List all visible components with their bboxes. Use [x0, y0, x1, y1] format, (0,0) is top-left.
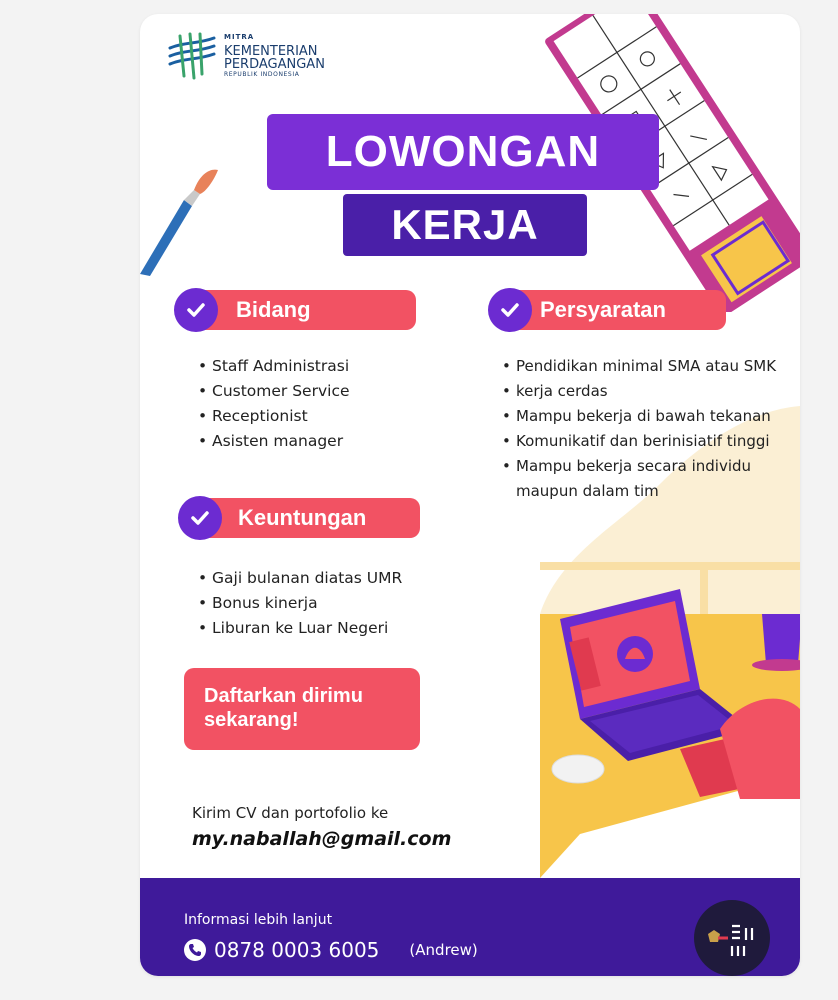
list-item: • Receptionist [198, 404, 350, 429]
persyaratan-heading-label: Persyaratan [540, 297, 666, 322]
bidang-heading [184, 290, 416, 330]
list-item: • Komunikatif dan berinisiatif tinggi [502, 429, 780, 454]
paintbrush-icon [140, 164, 230, 284]
footer-info: Informasi lebih lanjut [184, 912, 333, 928]
job-poster [140, 14, 800, 976]
logo-mitra: MITRA [224, 33, 255, 41]
kemendag-logo-icon [166, 28, 218, 84]
footer [140, 878, 800, 976]
list-item: • Mampu bekerja di bawah tekanan [502, 404, 780, 429]
list-item: • Customer Service [198, 379, 350, 404]
phone-number[interactable]: 0878 0003 6005 [214, 938, 380, 962]
list-item: • Staff Administrasi [198, 354, 350, 379]
register-button[interactable]: Daftarkan dirimu sekarang! [184, 668, 420, 750]
list-item: • Pendidikan minimal SMA atau SMK [502, 354, 780, 379]
phone-icon [184, 939, 206, 961]
persyaratan-list [502, 354, 780, 504]
keuntungan-list [198, 566, 402, 641]
check-icon [488, 288, 532, 332]
list-item: • Bonus kinerja [198, 591, 402, 616]
list-item: • Mampu bekerja secara individu maupun dalam tim [502, 454, 780, 504]
phone-row [184, 938, 478, 962]
check-icon [178, 496, 222, 540]
contact-name: (Andrew) [409, 941, 478, 959]
contact-email[interactable]: my.naballah@gmail.com [192, 828, 452, 850]
logo-line-3: REPUBLIK INDONESIA [224, 71, 300, 78]
list-item: • Liburan ke Luar Negeri [198, 616, 402, 641]
bumn-logo-icon [694, 900, 770, 976]
kemendag-logo [166, 28, 325, 84]
logo-line-2: PERDAGANGAN [224, 57, 325, 72]
bidang-list [198, 354, 350, 454]
logo-line-1: KEMENTERIAN [224, 44, 318, 59]
list-item: • kerja cerdas [502, 379, 780, 404]
keuntungan-heading-label: Keuntungan [238, 505, 367, 530]
list-item: • Asisten manager [198, 429, 350, 454]
title-line-2: KERJA [343, 194, 587, 256]
laptop-illustration-icon [540, 579, 800, 799]
bidang-heading-label: Bidang [236, 297, 311, 322]
title-line-1: LOWONGAN [267, 114, 659, 190]
send-cv-text: Kirim CV dan portofolio ke [192, 804, 389, 822]
list-item: • Gaji bulanan diatas UMR [198, 566, 402, 591]
keuntungan-heading [188, 498, 420, 538]
persyaratan-heading [498, 290, 726, 330]
check-icon [174, 288, 218, 332]
